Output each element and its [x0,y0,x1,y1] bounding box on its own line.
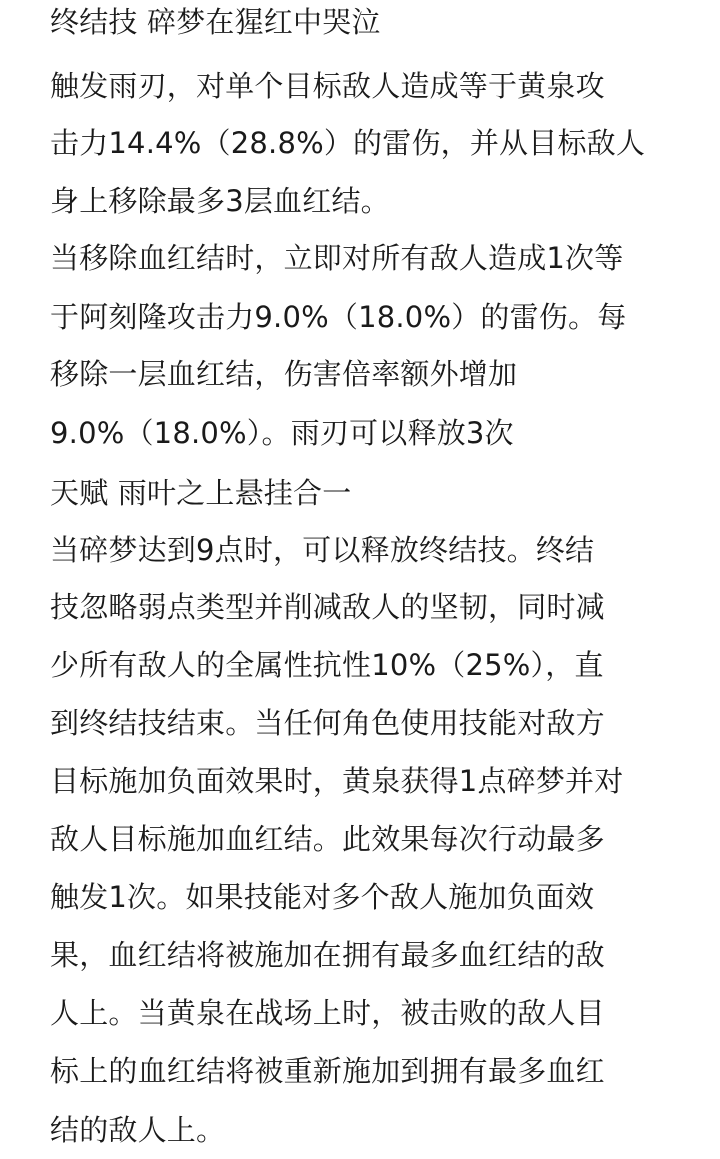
text-line: 身上移除最多3层血红结。 [50,184,390,218]
text-line: 少所有敌人的全属性抗性10%（25%），直 [50,648,604,682]
text-line: 果，血红结将被施加在拥有最多血红结的敌 [50,938,605,972]
ultimate-heading: 终结技 碎梦在猩红中哭泣 [50,5,381,39]
text-line: 9.0%（18.0%）。雨刃可以释放3次 [50,416,514,450]
text-line: 人上。当黄泉在战场上时，被击败的敌人目 [50,996,605,1030]
talent-heading: 天赋 雨叶之上悬挂合一 [50,476,352,510]
text-line: 技忽略弱点类型并削减敌人的坚韧，同时减 [50,590,605,624]
text-line: 当碎梦达到9点时，可以释放终结技。终结 [50,533,595,567]
text-line: 移除一层血红结，伤害倍率额外增加 [50,357,518,391]
text-line: 结的敌人上。 [50,1113,226,1147]
text-line: 目标施加负面效果时，黄泉获得1点碎梦并对 [50,764,624,798]
text-line: 当移除血红结时，立即对所有敌人造成1次等 [50,241,624,275]
text-line: 触发1次。如果技能对多个敌人施加负面效 [50,880,595,914]
text-line: 击力14.4%（28.8%）的雷伤，并从目标敌人 [50,126,646,160]
text-line: 于阿刻隆攻击力9.0%（18.0%）的雷伤。每 [50,300,627,334]
text-line: 到终结技结束。当任何角色使用技能对敌方 [50,706,605,740]
text-line: 敌人目标施加血红结。此效果每次行动最多 [50,822,605,856]
text-line: 标上的血红结将被重新施加到拥有最多血红 [50,1054,605,1088]
text-line: 触发雨刃，对单个目标敌人造成等于黄泉攻 [50,69,605,103]
